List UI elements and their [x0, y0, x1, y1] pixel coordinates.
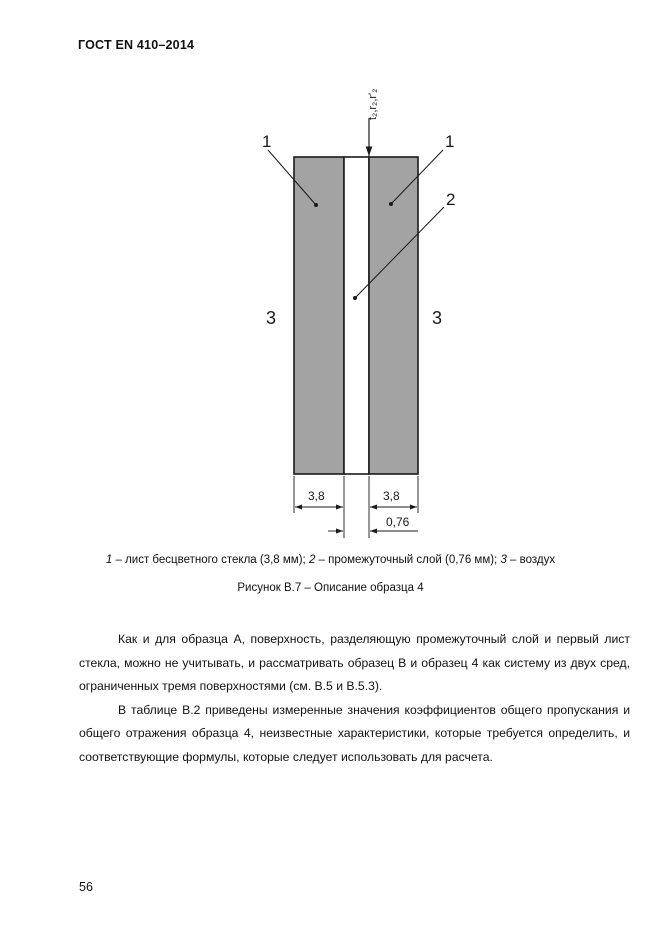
paragraph: В таблице В.2 приведены измеренные значения коэффициентов общего пропускания и общего отражения образца 4, неизвестные характеристики, которые требуется определить, и соответствующие формулы, которые следует использовать для расчета.	[79, 702, 630, 764]
paragraph: Как и для образца А, поверхность, разделяющую промежуточный слой и первый лист стекла, можно не учитывать, и рассматривать образец В и образец 4 как систему из двух сред, ограниченных тремя поверхностями (см. В.5 и В.5.3).	[79, 632, 630, 693]
legend-1-text: – лист бесцветного стекла (3,8 мм);	[112, 554, 309, 566]
legend-2-number: 2	[308, 554, 316, 566]
incident-label: t₂,r₂,r′₂	[367, 88, 379, 120]
callout-3-right: 3	[432, 308, 443, 328]
legend-1-number: 1	[105, 554, 113, 566]
dim-interlayer: 0,76	[386, 515, 410, 529]
legend-3-number: 3	[500, 554, 507, 566]
body-text	[79, 628, 630, 769]
callout-dot-glass-left	[314, 203, 318, 207]
figure-legend	[0, 554, 661, 566]
page-number: 56	[79, 880, 93, 894]
legend-2-text: – промежуточный слой (0,76 мм);	[315, 554, 501, 566]
callout-1-right: 1	[445, 132, 455, 151]
dim-right-glass: 3,8	[383, 489, 400, 503]
figure-caption: Рисунок В.7 – Описание образца 4	[237, 582, 424, 594]
interlayer	[344, 157, 369, 474]
callout-1-left: 1	[262, 132, 272, 151]
callout-3-left: 3	[266, 308, 277, 328]
callout-dot-glass-right	[389, 202, 393, 206]
legend-3-text: – воздух	[506, 554, 556, 566]
glass-sheet-left	[294, 157, 344, 474]
callout-dot-interlayer	[353, 296, 357, 300]
callout-2: 2	[446, 190, 456, 209]
dim-left-glass: 3,8	[308, 489, 325, 503]
glass-sheet-right	[369, 157, 418, 474]
document-header: ГОСТ EN 410–2014	[78, 38, 195, 52]
